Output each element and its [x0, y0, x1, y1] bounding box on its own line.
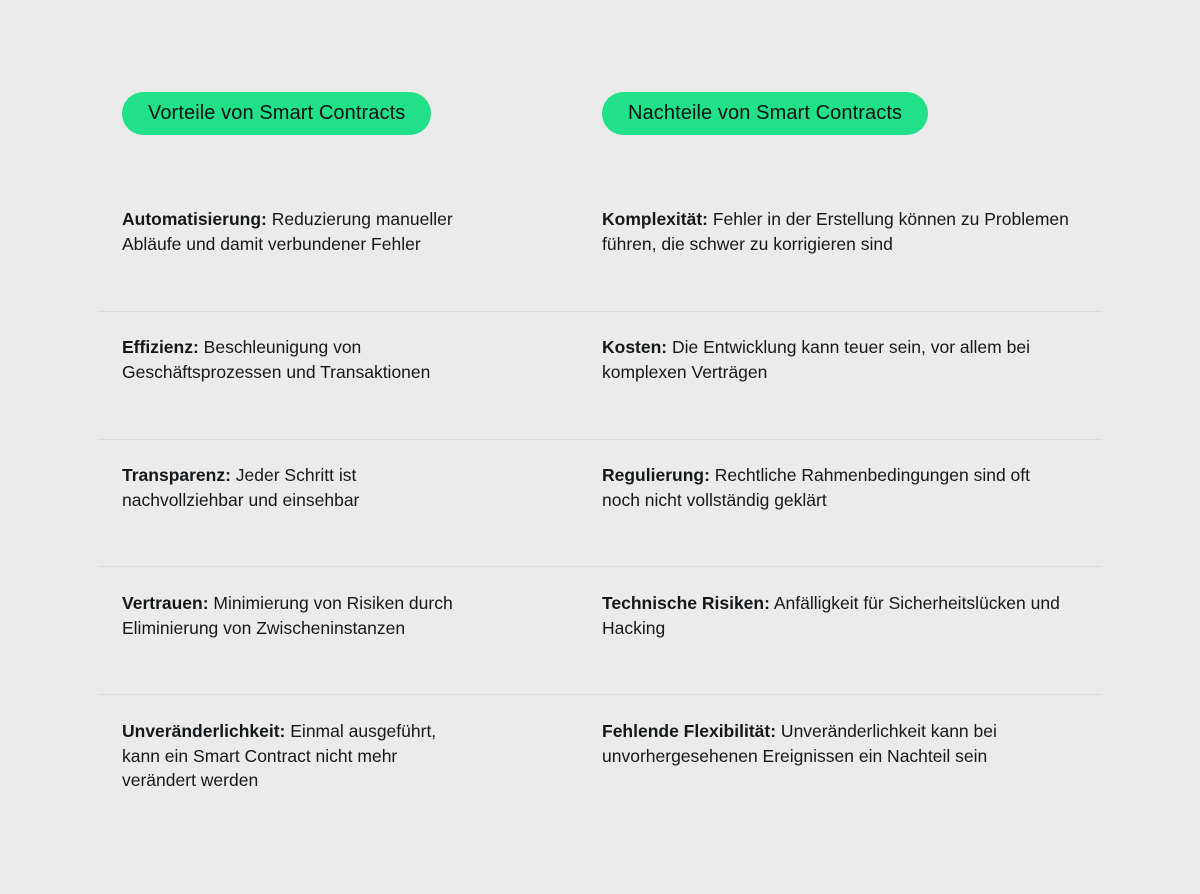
list-item-text — [602, 719, 1072, 768]
list-item — [602, 316, 1200, 444]
list-item-term: Vertrauen: — [122, 593, 209, 613]
advantages-list — [122, 188, 482, 828]
column-heading-advantages: Vorteile von Smart Contracts — [122, 92, 431, 135]
list-item — [602, 444, 1200, 572]
list-item — [122, 700, 482, 828]
list-item-text — [602, 591, 1072, 640]
list-item-description: Rechtliche Rahmenbedingungen sind oft noch nicht vollständig geklärt — [602, 465, 1030, 510]
list-item-description: Anfälligkeit für Sicherheitslücken und Hacking — [602, 593, 1060, 638]
list-item-description: Minimierung von Risiken durch Eliminierung von Zwischeninstanzen — [122, 593, 453, 638]
list-item-term: Technische Risiken: — [602, 593, 770, 613]
list-item-text — [122, 719, 462, 793]
list-item-term: Fehlende Flexibilität: — [602, 721, 777, 741]
list-item-term: Unveränderlichkeit: — [122, 721, 286, 741]
list-item-text — [602, 207, 1072, 256]
list-item-text — [602, 463, 1072, 512]
list-item-term: Effizienz: — [122, 337, 199, 357]
list-item — [122, 188, 482, 316]
list-item — [122, 316, 482, 444]
list-item-text — [122, 207, 462, 256]
column-disadvantages — [482, 0, 1200, 894]
column-advantages — [0, 0, 482, 894]
list-item — [602, 188, 1200, 316]
list-item-term: Komplexität: — [602, 209, 708, 229]
list-item-text — [122, 463, 462, 512]
list-item-term: Regulierung: — [602, 465, 710, 485]
list-item-text — [122, 335, 462, 384]
list-item — [122, 572, 482, 700]
list-item-description: Einmal ausgeführt, kann ein Smart Contract nicht mehr verändert werden — [122, 721, 437, 790]
list-item-description: Jeder Schritt ist nachvollziehbar und einsehbar — [122, 465, 360, 510]
disadvantages-list — [602, 188, 1200, 828]
list-item — [602, 572, 1200, 700]
column-heading-disadvantages: Nachteile von Smart Contracts — [602, 92, 928, 135]
list-item — [122, 444, 482, 572]
list-item-description: Reduzierung manueller Abläufe und damit verbundener Fehler — [122, 209, 453, 254]
list-item-text — [602, 335, 1072, 384]
list-item-description: Beschleunigung von Geschäftsprozessen und Transaktionen — [122, 337, 431, 382]
list-item-term: Automatisierung: — [122, 209, 267, 229]
list-item-text — [122, 591, 462, 640]
list-item-term: Transparenz: — [122, 465, 231, 485]
list-item-description: Die Entwicklung kann teuer sein, vor allem bei komplexen Verträgen — [602, 337, 1030, 382]
list-item-term: Kosten: — [602, 337, 668, 357]
list-item — [602, 700, 1200, 828]
list-item-description: Fehler in der Erstellung können zu Problemen führen, die schwer zu korrigieren sind — [602, 209, 1069, 254]
list-item-description: Unveränderlichkeit kann bei unvorhergesehenen Ereignissen ein Nachteil sein — [602, 721, 997, 766]
